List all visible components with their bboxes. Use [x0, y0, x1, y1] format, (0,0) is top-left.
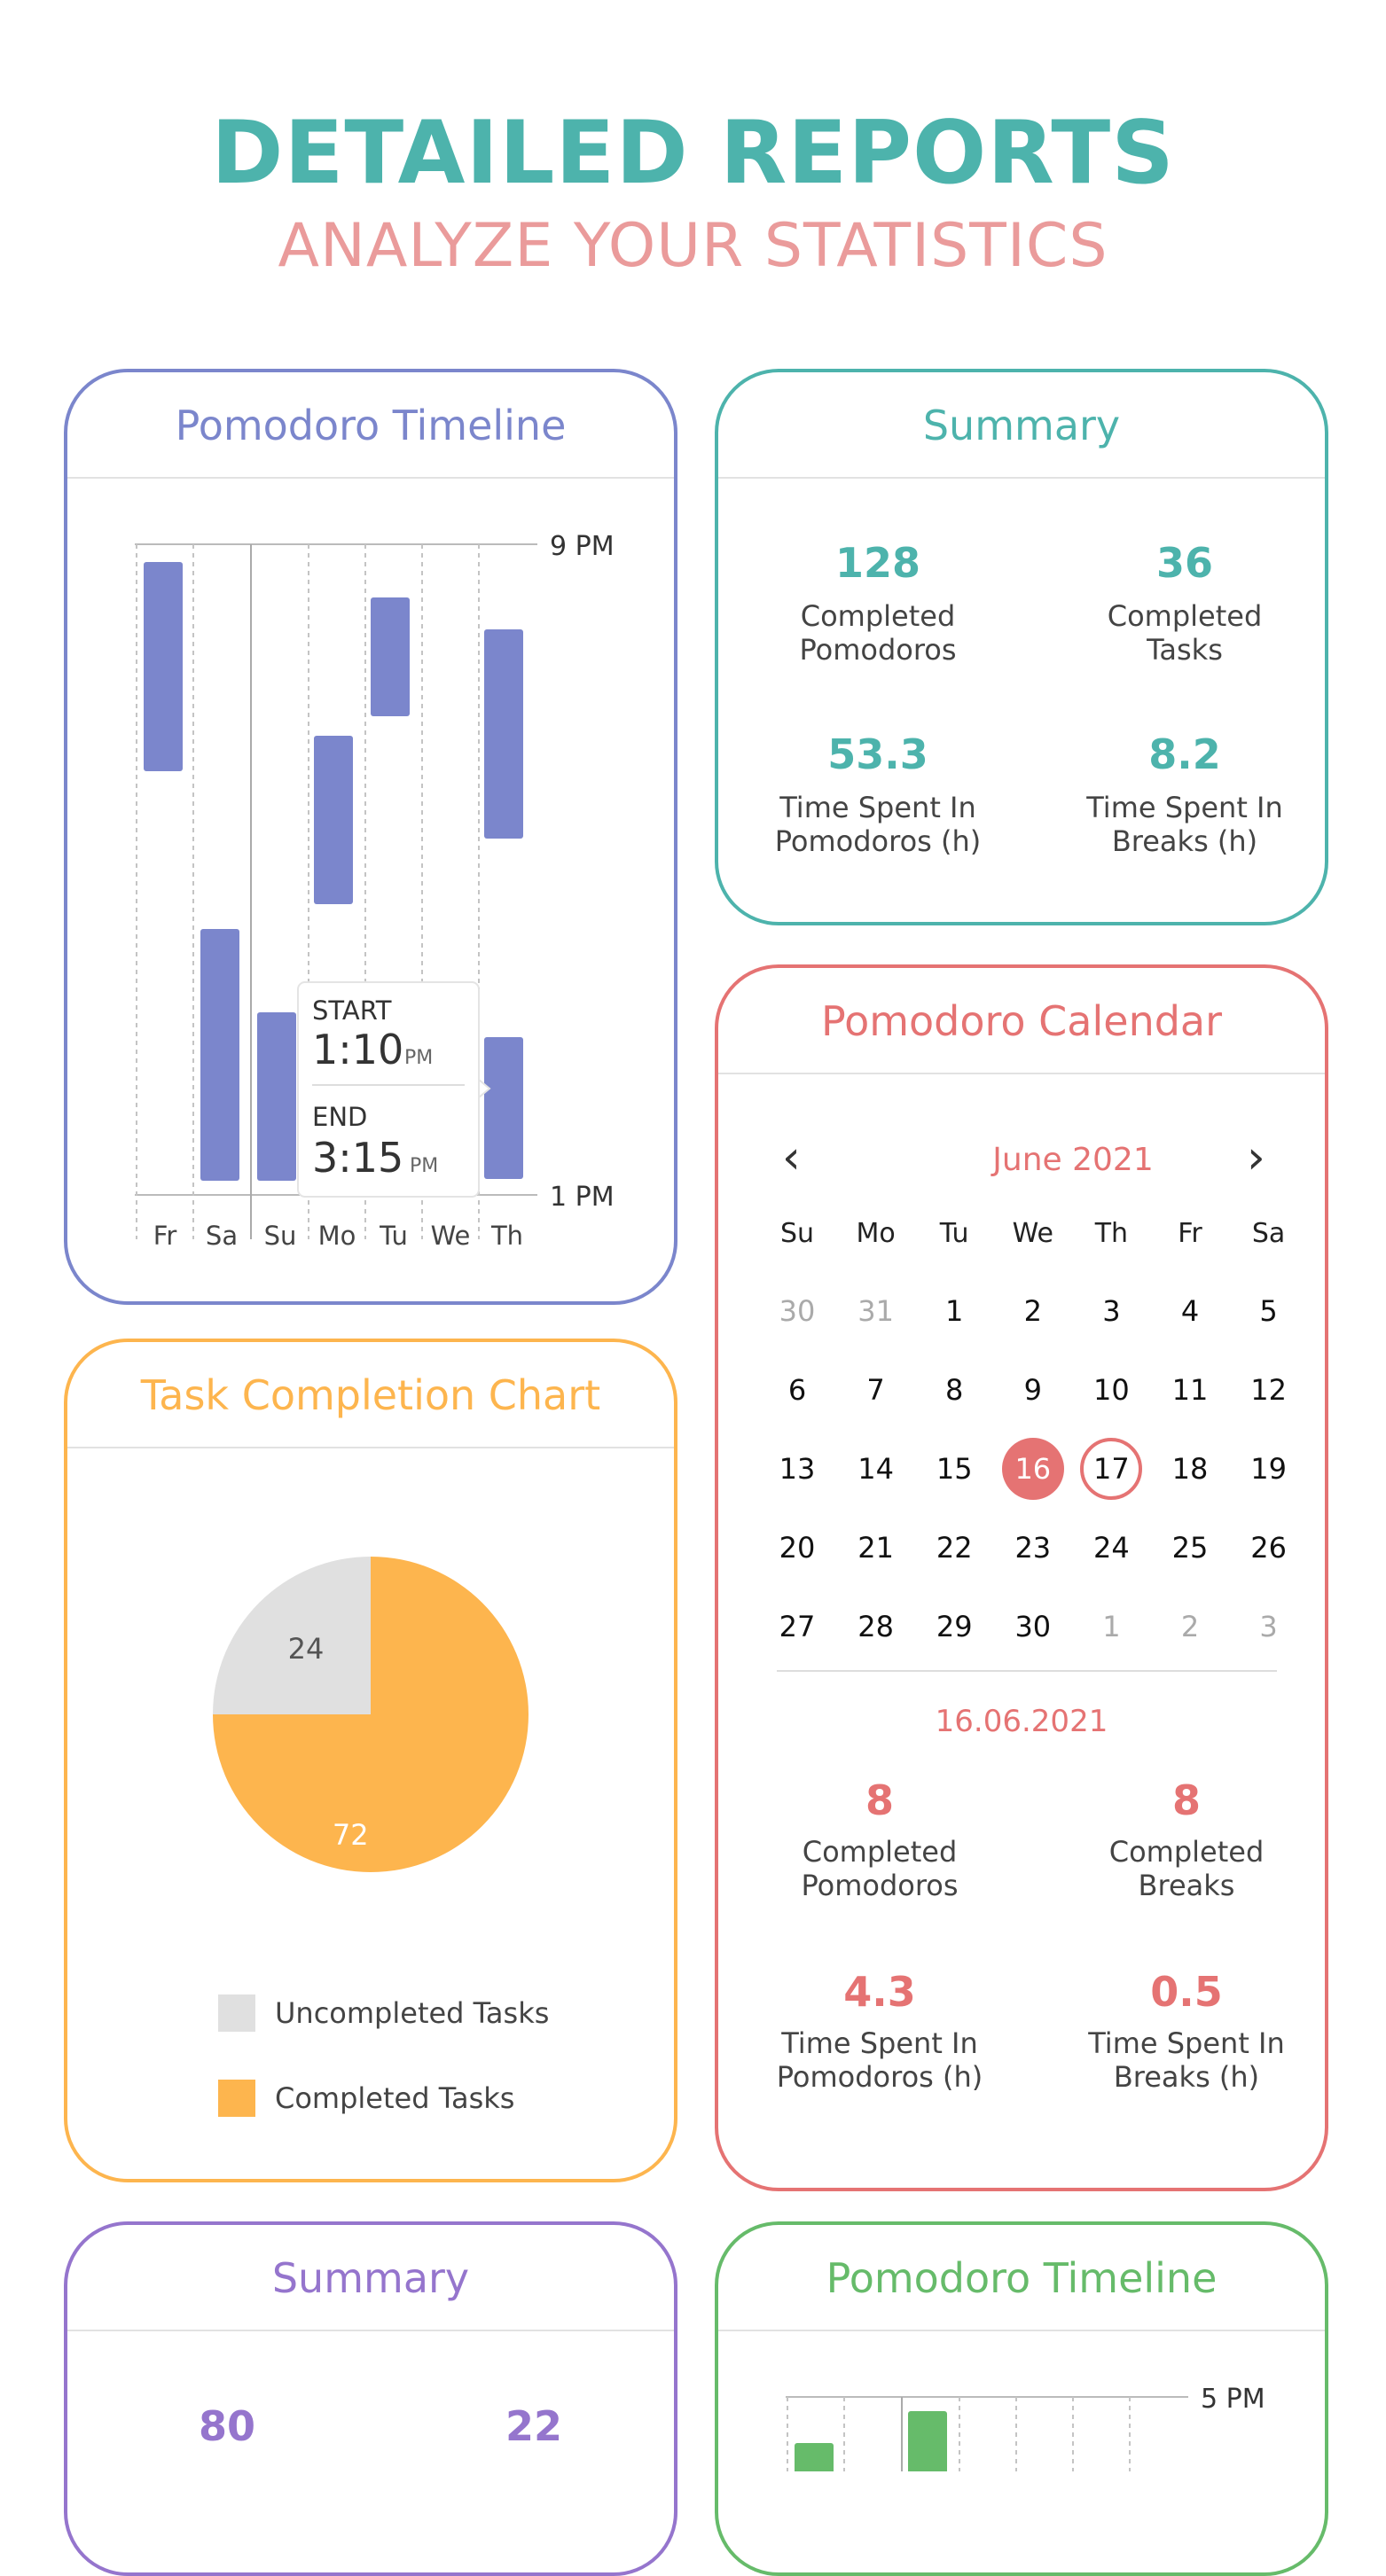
calendar-day[interactable]: 19	[1250, 1452, 1287, 1486]
stat-label: Time Spent In Pomodoros (h)	[776, 2026, 983, 2094]
calendar-day[interactable]: 23	[1014, 1531, 1052, 1565]
calendar-day[interactable]: 30	[1014, 1610, 1052, 1643]
summary2-card-title: Summary	[67, 2225, 674, 2331]
stat-label: Completed Pomodoros	[799, 599, 957, 667]
calendar-day[interactable]: 2	[1180, 1610, 1200, 1643]
stat-label: Completed Tasks	[1107, 599, 1263, 667]
timeline-day-label: Th	[490, 1221, 524, 1251]
calendar-day[interactable]: 24	[1093, 1531, 1130, 1565]
calendar-day[interactable]: 29	[936, 1610, 973, 1643]
calendar-day[interactable]: 7	[866, 1373, 885, 1407]
stat-value: 53.3	[827, 730, 928, 778]
calendar-day[interactable]: 6	[787, 1373, 807, 1407]
stat-value: 128	[834, 539, 921, 587]
stat-value: 8.2	[1148, 730, 1221, 778]
timeline-bar[interactable]	[200, 929, 239, 1181]
timeline-day-label: Su	[263, 1221, 297, 1251]
calendar-day[interactable]: 17	[1080, 1438, 1142, 1500]
calendar-day[interactable]: 5	[1259, 1294, 1278, 1328]
stat-label: Completed Pomodoros	[801, 1835, 959, 1902]
weekday-label: Tu	[939, 1218, 969, 1249]
summary-card	[715, 369, 1328, 925]
calendar-day[interactable]: 31	[857, 1294, 894, 1328]
timeline-day-label: Fr	[153, 1221, 177, 1251]
stat-label: Time Spent In Breaks (h)	[1086, 791, 1283, 858]
timeline-card	[64, 369, 677, 1305]
weekday-label: Fr	[1178, 1218, 1202, 1249]
tooltip-start-time: 1:10	[312, 1026, 404, 1073]
weekday-label: Th	[1094, 1218, 1129, 1249]
calendar-day[interactable]: 26	[1250, 1531, 1287, 1565]
calendar-day[interactable]: 25	[1171, 1531, 1209, 1565]
timeline-day-label: Mo	[317, 1221, 356, 1251]
calendar-day[interactable]: 2	[1023, 1294, 1042, 1328]
calendar-day[interactable]: 11	[1171, 1373, 1209, 1407]
timeline-chart	[67, 477, 674, 1301]
timeline-day-label: Tu	[380, 1221, 408, 1251]
timeline-bottom-label: 1 PM	[550, 1182, 615, 1213]
prev-month-chevron-icon[interactable]: ‹	[782, 1131, 801, 1184]
calendar-day[interactable]: 27	[779, 1610, 816, 1643]
calendar-day[interactable]: 9	[1023, 1373, 1042, 1407]
calendar-day[interactable]: 13	[779, 1452, 816, 1486]
tooltip-end-time: 3:15	[312, 1134, 404, 1182]
calendar-day[interactable]: 21	[857, 1531, 894, 1565]
calendar-day[interactable]: 1	[1102, 1610, 1121, 1643]
calendar-day[interactable]: 18	[1171, 1452, 1209, 1486]
pie-chart	[67, 1448, 674, 1945]
stat-value: 8	[1171, 1776, 1201, 1824]
timeline-day-label: Sa	[205, 1221, 239, 1251]
selected-date: 16.06.2021	[935, 1704, 1108, 1739]
timeline-bar[interactable]	[371, 597, 410, 716]
timeline-bar[interactable]	[484, 629, 523, 839]
timeline-top-label: 9 PM	[550, 531, 615, 562]
pie-label-completed: 72	[332, 1817, 369, 1852]
timeline-bar[interactable]	[314, 736, 353, 904]
calendar-day[interactable]: 28	[857, 1610, 894, 1643]
calendar-day[interactable]: 22	[936, 1531, 973, 1565]
stat-value: 80	[198, 2402, 255, 2450]
timeline-bar[interactable]	[257, 1012, 296, 1181]
calendar-day[interactable]: 3	[1102, 1294, 1121, 1328]
calendar-day[interactable]: 14	[857, 1452, 894, 1486]
tooltip-start-label: START	[312, 995, 392, 1026]
stat-value: 8	[865, 1776, 894, 1824]
next-month-chevron-icon[interactable]: ›	[1247, 1131, 1265, 1184]
calendar-month-label: June 2021	[992, 1142, 1154, 1178]
weekday-label: Sa	[1251, 1218, 1286, 1249]
pie-label-uncompleted: 24	[287, 1631, 325, 1666]
stat-label: Time Spent In Breaks (h)	[1088, 2026, 1285, 2094]
task-chart-card	[64, 1339, 677, 2182]
legend-swatch-uncompleted	[218, 1994, 255, 2032]
calendar-day[interactable]: 8	[945, 1373, 964, 1407]
legend-label-uncompleted: Uncompleted Tasks	[275, 1996, 550, 2030]
calendar-day[interactable]: 16	[1002, 1438, 1064, 1500]
weekday-label: Mo	[856, 1218, 896, 1249]
summary2-card	[64, 2221, 677, 2576]
stat-label: Completed Breaks	[1108, 1835, 1265, 1902]
calendar-day[interactable]: 1	[945, 1294, 964, 1328]
timeline-card-title: Pomodoro Timeline	[67, 372, 674, 479]
calendar-day[interactable]: 10	[1093, 1373, 1130, 1407]
calendar-day[interactable]: 15	[936, 1452, 973, 1486]
timeline2-top-label: 5 PM	[1201, 2384, 1265, 2415]
tooltip-end-ampm: PM	[410, 1155, 439, 1177]
timeline-tooltip	[298, 982, 489, 1197]
tooltip-start-ampm: PM	[404, 1047, 434, 1069]
calendar-divider	[777, 1670, 1277, 1672]
calendar-day[interactable]: 12	[1250, 1373, 1287, 1407]
weekday-label: We	[1012, 1218, 1053, 1249]
summary-card-title: Summary	[718, 372, 1325, 479]
calendar-day[interactable]: 4	[1180, 1294, 1200, 1328]
hero-subtitle: ANALYZE YOUR STATISTICS	[278, 211, 1108, 281]
stat-label: Time Spent In Pomodoros (h)	[774, 791, 982, 858]
weekday-label: Su	[779, 1218, 815, 1249]
timeline2-bar[interactable]	[795, 2443, 834, 2471]
timeline2-card-title: Pomodoro Timeline	[718, 2225, 1325, 2331]
stat-value: 4.3	[843, 1968, 916, 2016]
legend-label-completed: Completed Tasks	[275, 2081, 515, 2115]
calendar-day[interactable]: 20	[779, 1531, 816, 1565]
calendar-day[interactable]: 3	[1259, 1610, 1278, 1643]
calendar-day[interactable]: 30	[779, 1294, 816, 1328]
calendar-card-title: Pomodoro Calendar	[718, 968, 1325, 1074]
calendar-card	[715, 964, 1328, 2191]
task-chart-title: Task Completion Chart	[67, 1342, 674, 1448]
hero-title: DETAILED REPORTS	[211, 103, 1175, 204]
legend-swatch-completed	[218, 2080, 255, 2117]
timeline2-chart	[718, 2330, 1325, 2471]
timeline-bar[interactable]	[144, 562, 183, 771]
timeline-bar[interactable]	[484, 1037, 523, 1179]
stat-value: 36	[1155, 539, 1213, 587]
stat-value: 0.5	[1150, 1968, 1223, 2016]
timeline-day-label: We	[430, 1221, 471, 1251]
tooltip-end-label: END	[312, 1102, 368, 1132]
timeline2-card	[715, 2221, 1328, 2576]
stat-value: 22	[505, 2402, 562, 2450]
